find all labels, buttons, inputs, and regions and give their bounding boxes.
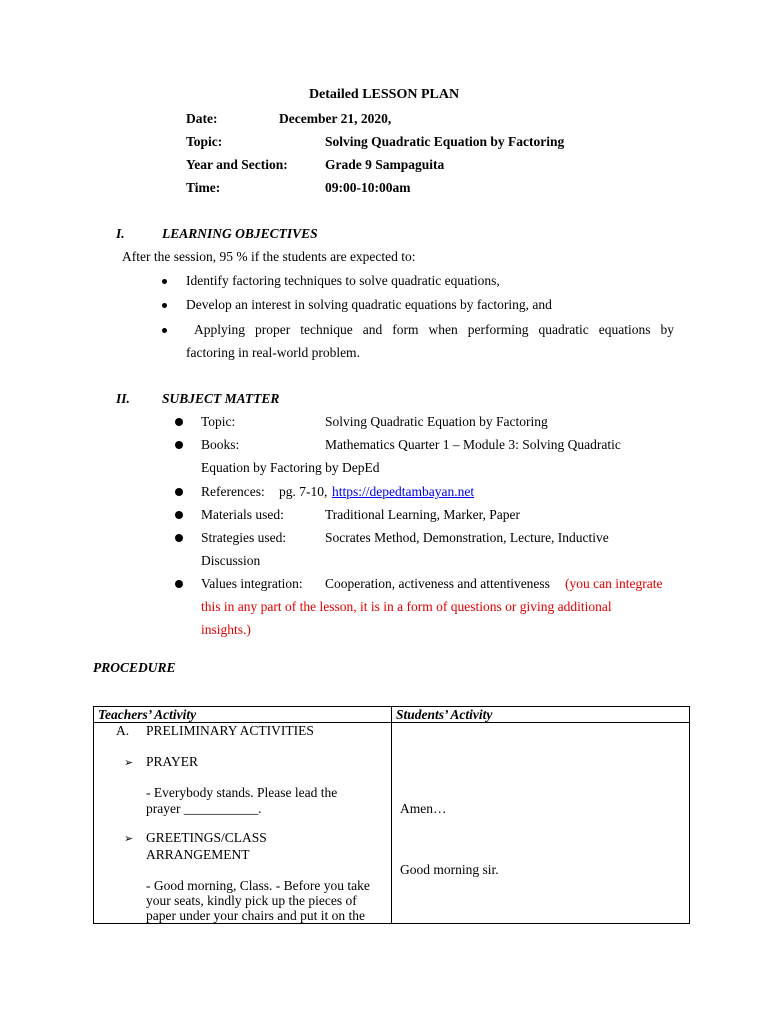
column-header-students: Students’ Activity (392, 707, 690, 723)
books-value-continuation: Equation by Factoring by DepEd (201, 460, 380, 475)
prayer-heading: PRAYER (146, 754, 199, 769)
materials-value: Traditional Learning, Marker, Paper (325, 507, 521, 522)
student-response: Good morning sir. (400, 862, 499, 877)
objective-item-line: Applying proper technique and form when performing quadratic equations by (194, 322, 674, 337)
bullet-icon (175, 488, 183, 496)
activity-letter: A. (116, 723, 130, 738)
subject-topic-label: Topic: (201, 414, 236, 429)
values-note-continuation: this in any part of the lesson, it is in a form of questions or giving additional (201, 599, 612, 614)
topic-label: Topic: (186, 134, 223, 149)
students-activity-content (396, 723, 685, 923)
procedure-table (93, 706, 690, 924)
bullet-icon (175, 418, 183, 426)
references-pages: pg. 7-10, (279, 484, 328, 499)
bullet-icon (162, 328, 167, 333)
strategies-value-continuation: Discussion (201, 553, 261, 568)
year-section-value: Grade 9 Sampaguita (325, 157, 445, 172)
section2-number: II. (116, 391, 130, 406)
values-note-continuation: insights.) (201, 622, 251, 637)
column-header-teachers: Teachers’ Activity (94, 707, 392, 723)
bullet-icon (175, 580, 183, 588)
teachers-activity-content (98, 723, 387, 923)
greetings-text-continuation: your seats, kindly pick up the pieces of (146, 893, 357, 908)
bullet-icon (175, 534, 183, 542)
strategies-label: Strategies used: (201, 530, 287, 545)
prayer-text: - Everybody stands. Please lead the (146, 785, 338, 800)
teachers-activity-cell (94, 723, 392, 924)
arrow-bullet-icon: ➢ (124, 757, 134, 769)
date-value: December 21, 2020, (279, 111, 392, 126)
section2-heading: SUBJECT MATTER (162, 391, 280, 406)
time-label: Time: (186, 180, 221, 195)
table-header-row (94, 707, 690, 723)
objectives-intro: After the session, 95 % if the students are expected to: (122, 249, 416, 264)
students-activity-cell (392, 723, 690, 924)
values-value: Cooperation, activeness and attentiveness (325, 576, 550, 591)
books-value: Mathematics Quarter 1 – Module 3: Solving Quadratic (325, 437, 621, 452)
bullet-icon (175, 441, 183, 449)
objective-item-continuation: factoring in real-world problem. (186, 345, 360, 360)
objective-item: Identify factoring techniques to solve quadratic equations, (186, 273, 500, 288)
section1-heading: LEARNING OBJECTIVES (162, 226, 318, 241)
objective-item: Develop an interest in solving quadratic equations by factoring, and (186, 297, 552, 312)
topic-value: Solving Quadratic Equation by Factoring (325, 134, 565, 149)
objective-item (186, 322, 674, 338)
procedure-heading: PROCEDURE (93, 660, 176, 675)
student-response: Amen… (400, 801, 447, 816)
prayer-text-continuation: prayer ___________. (146, 801, 262, 816)
values-note: (you can integrate (565, 576, 663, 591)
greetings-heading-continuation: ARRANGEMENT (146, 847, 250, 862)
values-label: Values integration: (201, 576, 303, 591)
books-label: Books: (201, 437, 240, 452)
document-title: Detailed LESSON PLAN (308, 87, 460, 102)
subject-topic-value: Solving Quadratic Equation by Factoring (325, 414, 548, 429)
arrow-bullet-icon: ➢ (124, 833, 134, 845)
greetings-heading: GREETINGS/CLASS (146, 830, 267, 845)
table-row (94, 723, 690, 924)
materials-label: Materials used: (201, 507, 284, 522)
activity-heading: PRELIMINARY ACTIVITIES (146, 723, 314, 738)
bullet-icon (162, 279, 167, 284)
time-value: 09:00-10:00am (325, 180, 411, 195)
greetings-text-continuation: paper under your chairs and put it on the (146, 908, 365, 923)
bullet-icon (162, 303, 167, 308)
date-label: Date: (186, 111, 218, 126)
section1-number: I. (116, 226, 125, 241)
greetings-text: - Good morning, Class. - Before you take (146, 878, 370, 893)
references-label: References: (201, 484, 265, 499)
year-section-label: Year and Section: (186, 157, 288, 172)
references-link[interactable]: https://depedtambayan.net (332, 484, 475, 499)
strategies-value: Socrates Method, Demonstration, Lecture, Inductive (325, 530, 609, 545)
bullet-icon (175, 511, 183, 519)
